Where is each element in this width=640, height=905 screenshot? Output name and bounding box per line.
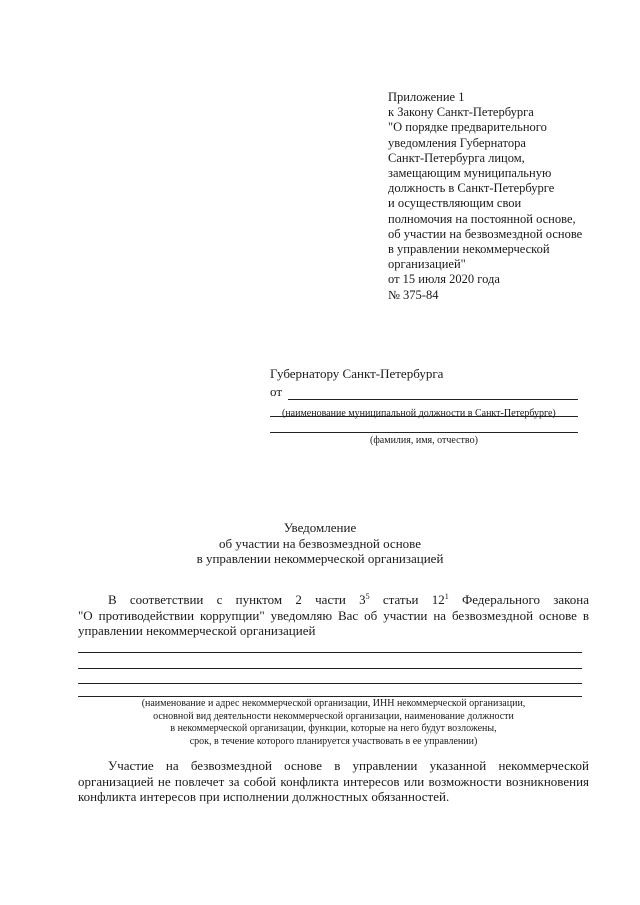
appendix-line: организацией" [388,257,466,272]
appendix-line: Санкт-Петербурга лицом, [388,150,525,165]
org-field-line-1[interactable] [78,652,582,653]
appendix-line: уведомления Губернатора [388,135,526,150]
name-caption: (фамилия, имя, отчество) [370,435,478,446]
caption-line: срок, в течение которого планируется участвовать в ее управлении) [189,735,478,747]
caption-line: (наименование и адрес некоммерческой организации, ИНН некоммерческой организации, [141,698,526,709]
appendix-date: от 15 июля 2020 года [388,272,500,287]
appendix-line: полномочия на постоянной основе, [388,211,576,226]
paragraph-no-conflict [78,758,589,805]
appendix-line: об участии на безвозмездной основе [388,226,583,241]
paragraph-line [78,592,589,608]
name-field-line[interactable] [270,432,578,433]
paragraph-line: конфликта интересов при исполнении должностных обязанностей. [78,789,450,804]
text-run: В соответствии с пунктом 2 части 3 [108,592,366,607]
appendix-line: и осуществляющим свои [388,196,522,211]
addressee-block [270,366,590,456]
org-field-line-2[interactable] [78,668,582,669]
title-line: в управлении некоммерческой организацией [196,551,444,566]
appendix-line: замещающим муниципальную [388,166,552,181]
caption-line: в некоммерческой организации, функции, которые на него будут возложены, [170,723,497,734]
paragraph-line: организацией не повлечет за собой конфликта интересов или возможности возникновения [78,773,589,789]
caption-line: основной вид деятельности некоммерческой организации, наименование должности [153,710,514,722]
title-line: Уведомление [283,520,357,535]
from-label: от [270,384,283,399]
appendix-number: № 375-84 [388,287,439,302]
document-title [0,520,640,567]
text-run: Федерального закона [448,592,589,607]
org-caption [78,698,589,748]
superscript: 5 [365,592,370,601]
title-line: об участии на безвозмездной основе [219,535,421,551]
appendix-line: должность в Санкт-Петербурге [388,181,555,196]
from-field-line[interactable] [288,399,578,400]
paragraph-notice [78,592,589,639]
superscript: 1 [444,592,449,601]
text-run: статьи 12 [369,592,445,607]
appendix-line: к Закону Санкт-Петербурга [388,105,534,120]
appendix-line: Приложение 1 [388,90,465,104]
addressee-to: Губернатору Санкт-Петербурга [270,366,444,381]
org-field-line-4[interactable] [78,696,582,697]
paragraph-line: Участие на безвозмездной основе в управлении указанной некоммерческой [108,758,589,773]
paragraph-line: "О противодействии коррупции" уведомляю Вас об участии на безвозмездной основе в [78,607,589,623]
org-field-line-3[interactable] [78,683,582,684]
paragraph-line: управлении некоммерческой организацией [78,623,316,638]
appendix-header [388,90,582,303]
appendix-line: в управлении некоммерческой [388,242,550,257]
appendix-line: "О порядке предварительного [388,120,547,135]
position-caption: (наименование муниципальной должности в Санкт-Петербурге) [282,408,556,419]
